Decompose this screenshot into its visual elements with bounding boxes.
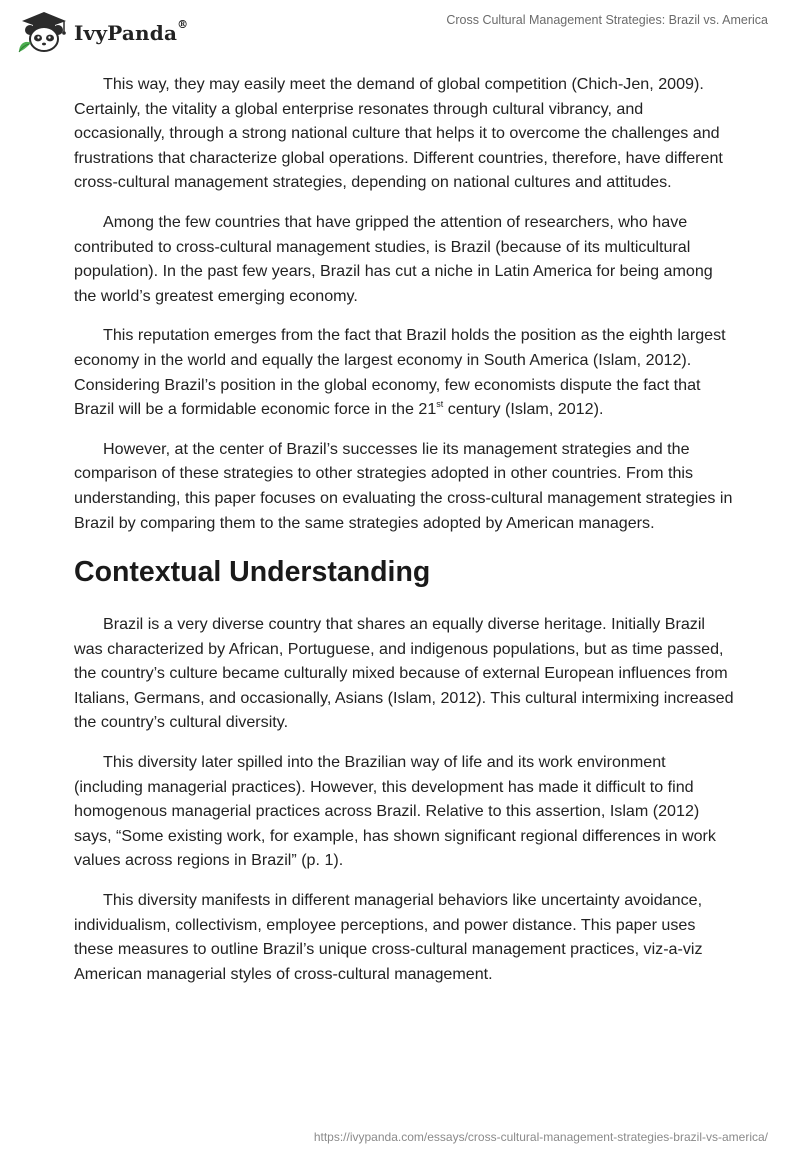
paragraph: Among the few countries that have gripped the attention of researchers, who have contributed to cross-cultural management studies, is Brazil (because of its multicultural population). In the past few years, Brazil has cut a niche in Latin America for being among the world’s greatest emerging economy. xyxy=(74,212,713,305)
panda-graduate-icon xyxy=(16,10,72,54)
paragraph: This diversity manifests in different managerial behaviors like uncertainty avoidance, individualism, collectivism, employee perceptions, and power distance. This paper uses these measures to outline Brazil’s unique cross-cultural management practices, viz-a-viz American managerial styles of cross-cultural management. xyxy=(74,891,703,983)
source-url[interactable]: https://ivypanda.com/essays/cross-cultural-management-strategies-brazil-vs-america/ xyxy=(313,1130,768,1144)
paragraph: This way, they may easily meet the demand of global competition (Chich-Jen, 2009). Certainly, the vitality a global enterprise resonates through cultural vibrancy, and occasionally, through a strong national culture that helps it to overcome the challenges and frustrations that characterize global operations. Different countries, therefore, have different cross-cultural management strategies, depending on national cultures and attitudes. xyxy=(74,75,723,192)
paragraph: Brazil is a very diverse country that shares an equally diverse heritage. Initially Brazil was characterized by African, Portuguese, and indigenous populations, but as time passed, the country’s culture became culturally mixed because of external European influences from Italians, Germans, and occasionally, Asians (Islam, 2012). This cultural intermixing increased the country’s cultural diversity. xyxy=(74,615,734,732)
brand-name: IvyPanda® xyxy=(74,18,189,45)
essay-body xyxy=(74,72,734,1001)
document-title: Cross Cultural Management Strategies: Brazil vs. America xyxy=(446,13,768,27)
page-header xyxy=(0,0,800,66)
paragraph: However, at the center of Brazil’s successes lie its management strategies and the comparison of these strategies to other strategies adopted in other countries. From this understanding, this paper focuses on evaluating the cross-cultural management strategies in Brazil by comparing them to the same strategies adopted by American managers. xyxy=(74,439,733,532)
paragraph-text: This reputation emerges from the fact that Brazil holds the position as the eighth largest economy in the world and equally the largest economy in South America (Islam, 2012). Considering Brazil’s position in the global economy, few economists dispute the fact that Brazil will be a formidable economic force in the 21 xyxy=(74,326,726,419)
brand-logo[interactable] xyxy=(16,10,188,54)
section-heading: Contextual Understanding xyxy=(74,556,431,589)
registered-mark: ® xyxy=(177,18,189,31)
ordinal-suffix: st xyxy=(436,398,444,409)
paragraph xyxy=(74,323,734,421)
paragraph: This diversity later spilled into the Brazilian way of life and its work environment (including managerial practices). However, this development has made it difficult to find homogenous managerial practices across Brazil. Relative to this assertion, Islam (2012) says, “Some existing work, for example, has shown significant regional differences in work values across regions in Brazil” (p. 1). xyxy=(74,753,716,870)
paragraph-text: century (Islam, 2012). xyxy=(443,400,604,419)
